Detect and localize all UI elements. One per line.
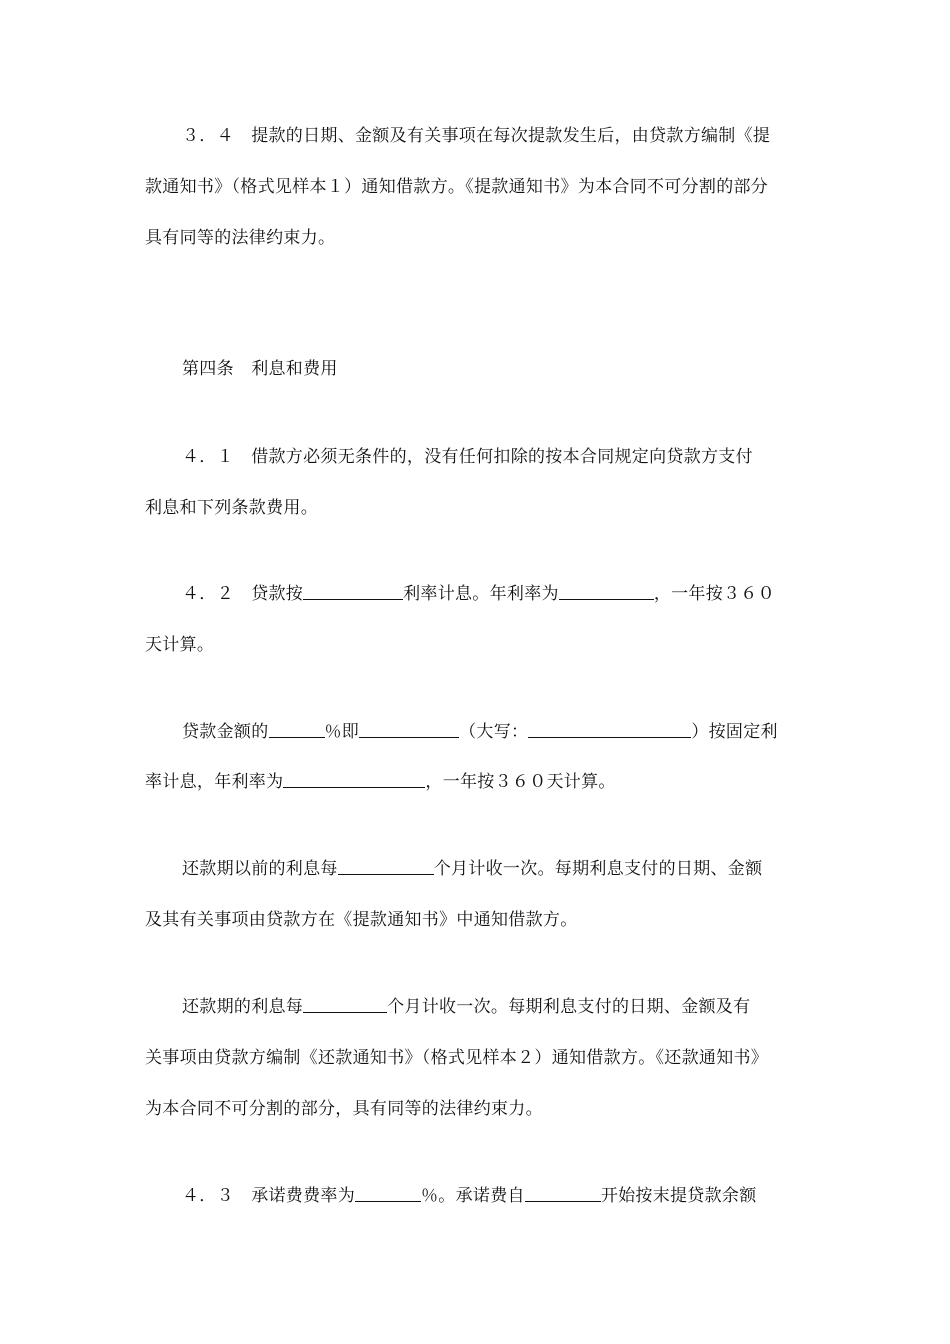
paragraph-repayment-line-2: 关事项由贷款方编制《还款通知书》（格式见样本２）通知借款方。《还款通知书》 bbox=[145, 1048, 769, 1068]
paragraph-repayment-line-1 bbox=[182, 995, 810, 1019]
text-segment: 个月计收一次。每期利息支付的日期、金额 bbox=[433, 859, 763, 879]
paragraph-4-2-line-1 bbox=[182, 582, 810, 606]
text-segment: 还款期以前的利息每 bbox=[182, 859, 338, 879]
blank-percentage[interactable] bbox=[269, 721, 325, 738]
blank-commitment-fee-rate[interactable] bbox=[355, 1185, 421, 1202]
text-segment: ，一年按３６０ bbox=[653, 584, 775, 604]
paragraph-loan-amount-line-1 bbox=[182, 720, 810, 744]
blank-annual-rate[interactable] bbox=[559, 583, 654, 600]
paragraph-3-4-line-2: 款通知书》（格式见样本１）通知借款方。《提款通知书》为本合同不可分割的部分 bbox=[145, 177, 769, 197]
paragraph-pre-repayment-line-1 bbox=[182, 857, 810, 881]
blank-amount-in-words[interactable] bbox=[528, 721, 691, 738]
text-segment: ）按固定利 bbox=[691, 722, 778, 742]
text-segment: ４．２ 贷款按 bbox=[182, 584, 304, 604]
paragraph-4-1-line-2: 利息和下列条款费用。 bbox=[145, 498, 318, 518]
blank-commitment-fee-start[interactable] bbox=[525, 1185, 601, 1202]
text-segment: 开始按末提贷款余额 bbox=[600, 1186, 757, 1206]
paragraph-4-2-line-2: 天计算。 bbox=[145, 635, 215, 655]
paragraph-3-4-line-1: ３．４ 提款的日期、金额及有关事项在每次提款发生后，由贷款方编制《提 bbox=[182, 126, 771, 146]
paragraph-3-4-line-3: 具有同等的法律约束力。 bbox=[145, 228, 336, 248]
text-segment: （大写： bbox=[459, 722, 529, 742]
paragraph-repayment-line-3: 为本合同不可分割的部分，具有同等的法律约束力。 bbox=[145, 1099, 543, 1119]
text-segment: ％。承诺费自 bbox=[421, 1186, 525, 1206]
text-segment: ，一年按３６０天计算。 bbox=[425, 772, 616, 792]
paragraph-loan-amount-line-2 bbox=[145, 770, 810, 794]
paragraph-pre-repayment-line-2: 及其有关事项由贷款方在《提款通知书》中通知借款方。 bbox=[145, 910, 578, 930]
blank-fixed-annual-rate[interactable] bbox=[283, 771, 425, 788]
text-segment: 个月计收一次。每期利息支付的日期、金额及有 bbox=[387, 997, 751, 1017]
text-segment: 贷款金额的 bbox=[182, 722, 269, 742]
article-4-heading: 第四条 利息和费用 bbox=[182, 359, 338, 379]
blank-months-before-repayment[interactable] bbox=[338, 858, 434, 875]
paragraph-4-3-line-1 bbox=[182, 1184, 810, 1208]
blank-rate-type[interactable] bbox=[303, 583, 403, 600]
text-segment: ４．３ 承诺费费率为 bbox=[182, 1186, 355, 1206]
blank-amount[interactable] bbox=[359, 721, 459, 738]
text-segment: 利率计息。年利率为 bbox=[403, 584, 559, 604]
paragraph-4-1-line-1: ４．１ 借款方必须无条件的，没有任何扣除的按本合同规定向贷款方支付 bbox=[182, 447, 753, 467]
blank-months-repayment[interactable] bbox=[303, 996, 387, 1013]
text-segment: 还款期的利息每 bbox=[182, 997, 304, 1017]
text-segment: 率计息，年利率为 bbox=[145, 772, 284, 792]
text-segment: ％即 bbox=[324, 722, 360, 742]
